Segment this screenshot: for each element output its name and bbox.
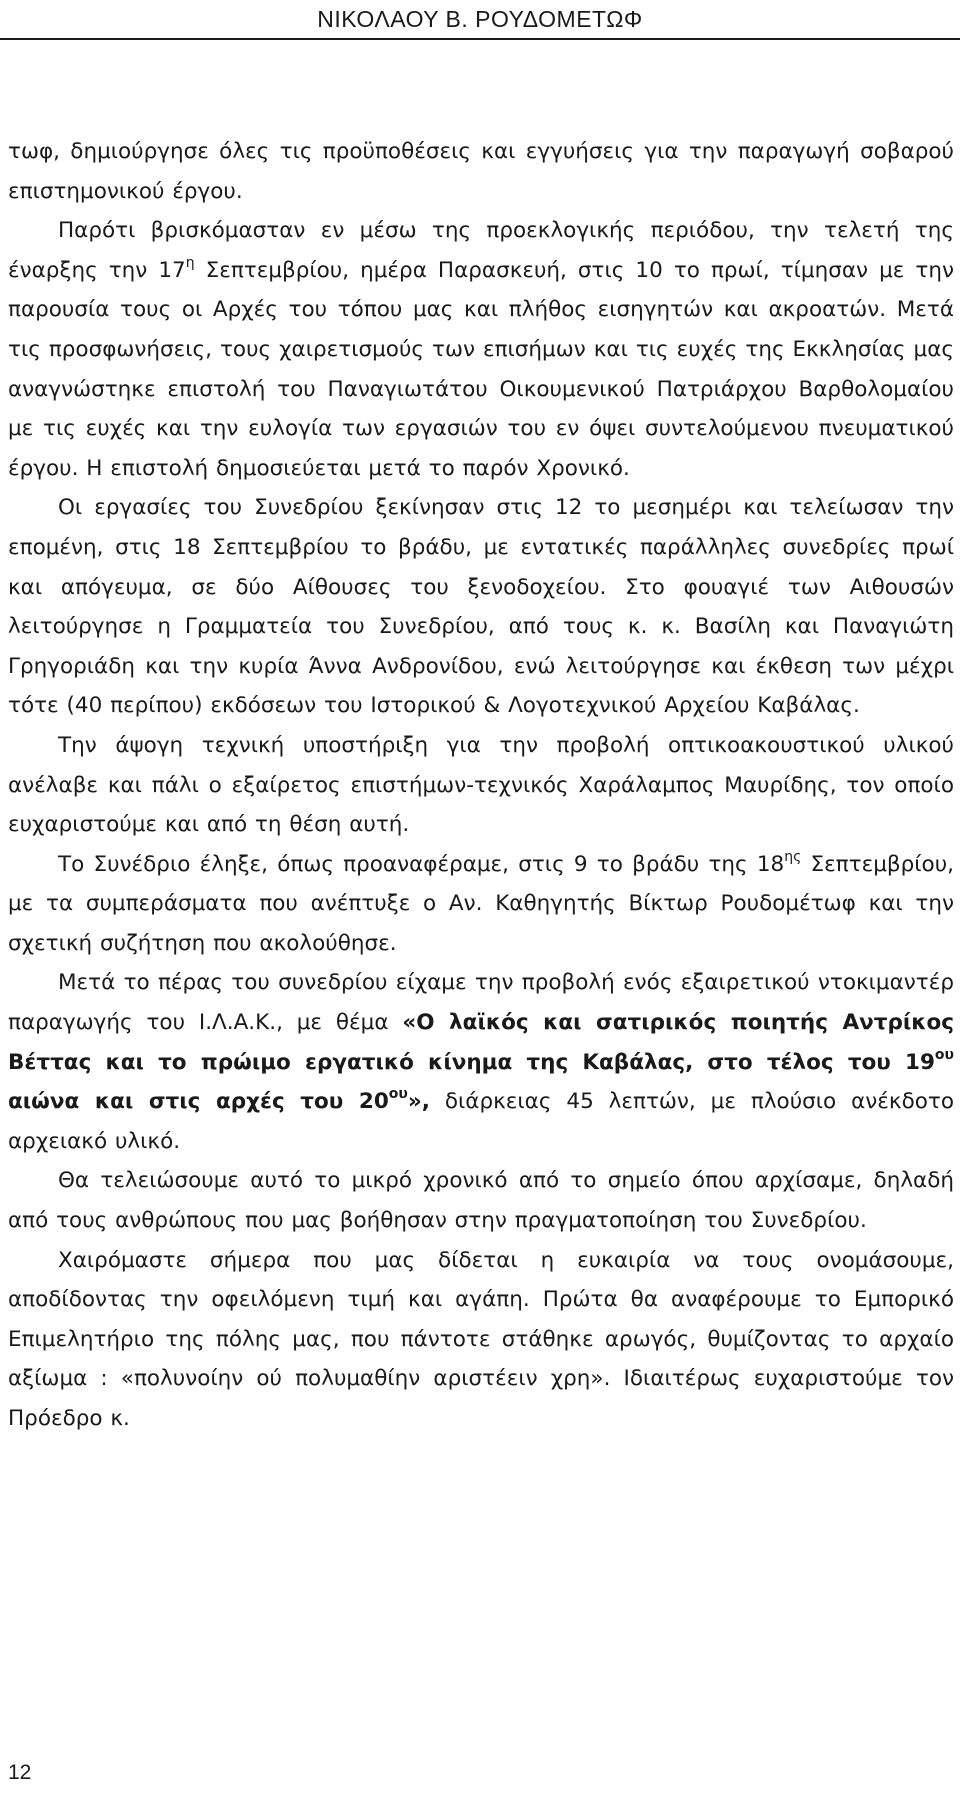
documentary-title-part-2: αιώνα και στις αρχές του 20 [8,1089,389,1115]
paragraph-sessions: Οι εργασίες του Συνεδρίου ξεκίνησαν στις 12 το μεσημέρι και τελείωσαν την επομένη, στις 18 Σεπτεμβρίου το βράδυ, με εντατικές παράλληλες συνεδρίες πρωί και απόγευμα, σε δύο Αίθουσες του ξενοδοχείου. Στο φουαγιέ των Αιθουσών λειτούργησε η Γραμματεία του Συνεδρίου, από τους κ. κ. Βασίλη και Παναγιώτη Γρηγοριάδη και την κυρία Άννα Ανδρονίδου, ενώ λειτούργησε και έκθεση των μέχρι τότε (40 περίπου) εκδόσεων του Ιστορικού & Λογοτεχνικού Αρχείου Καβάλας. [8,495,954,719]
paragraph-closing-part-2: Σεπτεμβρίου, με τα συμπεράσματα που ανέπτυξε ο Αν. Καθηγητής Βίκτωρ Ρουδομέτωφ και την σχετική συζήτηση που ακολούθησε. [8,851,954,956]
ordinal-superscript: ου [934,1046,954,1063]
ordinal-superscript: ης [784,848,802,865]
documentary-title-part-3: », [407,1089,430,1115]
paragraph-technical-support: Την άψογη τεχνική υποστήριξη για την προβολή οπτικοακουστικού υλικού ανέλαβε και πάλι ο εξαίρετος επιστήμων-τεχνικός Χαράλαμπος Μαυρίδης, τον οποίο ευχαριστούμε και από τη θέση αυτή. [8,732,954,838]
paragraph-documentary-part-2: διάρκειας 45 λεπτών, με πλούσιο ανέκδοτο αρχειακό υλικό. [8,1089,954,1154]
paragraph-continuation: τωφ, δημιούργησε όλες τις προϋποθέσεις και εγγυήσεις για την παραγωγή σοβαρού επιστημονικού έργου. [8,139,954,204]
header-rule [0,38,960,40]
documentary-title-part-1: «Ο λαϊκός και σατιρικός ποιητής Αντρίκος Βέττας και το πρώιμο εργατικό κίνημα της Καβάλας, στο τέλος του 19 [8,1010,955,1075]
paragraph-thanks: Χαιρόμαστε σήμερα που μας δίδεται η ευκαιρία να τους ονομάσουμε, αποδίδοντας την οφειλόμενη τιμή και αγάπη. Πρώτα θα αναφέρουμε το Εμπορικό Επιμελητήριο της πόλης μας, που πάντοτε στάθηκε αρωγός, θυμίζοντας το αρχαίο αξίωμα : «πολυνοίην ού πολυμαθίην αριστέειν χρη». Ιδιαιτέρως ευχαριστούμε τον Πρόεδρο κ. [8,1247,954,1431]
paragraph-opening-ceremony-part-2: Σεπτεμβρίου, ημέρα Παρασκευή, στις 10 το πρωί, τίμησαν με την παρουσία τους οι Αρχές του τόπου μας και πλήθος εισηγητών και ακροατών. Μετά τις προσφωνήσεις, τους χαιρετισμούς των επισήμων και τις ευχές της Εκκλησίας μας αναγνώστηκε επιστολή του Παναγιωτάτου Οικουμενικού Πατριάρχου Βαρθολομαίου με τις ευχές και την ευλογία των εργασιών του εν όψει συντελούμενου πνευματικού έργου. Η επιστολή δημοσιεύεται μετά το παρόν Χρονικό. [8,257,954,481]
body-text [8,132,954,1439]
paragraph-documentary-part-1: Μετά το πέρας του συνεδρίου είχαμε την προβολή ενός εξαιρετικού ντοκιμαντέρ παραγωγής του Ι.Λ.Α.Κ., με θέμα [8,970,954,1036]
paragraph-opening-ceremony-part-1: Παρότι βρισκόμασταν εν μέσω της προεκλογικής περιόδου, την τελετή της έναρξης την 17 [8,218,954,283]
paragraph-closing [8,845,954,964]
paragraph-documentary [8,963,954,1161]
running-header: ΝΙΚΟΛΑΟΥ Β. ΡΟΥΔΟΜΕΤΩΦ [317,6,643,32]
ordinal-superscript: ου [388,1086,408,1103]
paragraph-closing-part-1: Το Συνέδριο έληξε, όπως προαναφέραμε, στις 9 το βράδυ της 18 [58,851,785,877]
paragraph-opening-ceremony [8,211,954,488]
page-number: 12 [8,1761,32,1784]
ordinal-superscript: η [185,254,195,271]
paragraph-conclusion: Θα τελειώσουμε αυτό το μικρό χρονικό από το σημείο όπου αρχίσαμε, δηλαδή από τους ανθρώπους που μας βοήθησαν στην πραγματοποίηση του Συνεδρίου. [8,1168,954,1234]
